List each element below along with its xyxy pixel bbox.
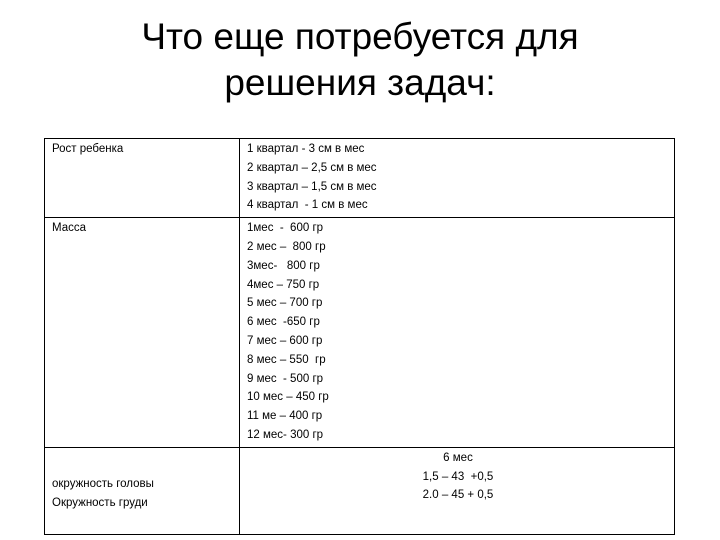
value-line: 6 мес [443,451,473,464]
table-row-height-growth [45,139,675,218]
value-line: 1 квартал - 3 см в мес [247,143,365,155]
row-label-head: окружность головы [52,477,154,490]
value-line: 3 квартал – 1,5 см в мес [247,180,377,193]
slide-title [60,14,660,106]
row-label-circumference [45,447,240,534]
row-values-height-growth [240,139,675,218]
value-line: 12 мес- 300 гр [247,428,324,441]
row-values-weight [240,218,675,448]
slide-title-line-2: решения задач: [224,62,496,103]
value-line: 4мес – 750 гр [247,278,320,291]
row-values-circumference [240,447,675,534]
value-line: 2 квартал – 2,5 см в мес [247,161,377,174]
value-line: 10 мес – 450 гр [247,391,329,404]
value-line: 2 мес – 800 гр [247,240,326,253]
value-line: 3мес- 800 гр [247,259,320,272]
value-line: 9 мес - 500 гр [247,372,324,385]
value-line: 6 мес -650 гр [247,316,320,329]
row-label-chest: Окружность груди [52,496,148,509]
value-line: 7 мес – 600 гр [247,334,323,347]
value-line: 11 ме – 400 гр [247,410,323,423]
table-row-weight [45,218,675,448]
value-line: 8 мес – 550 гр [247,353,326,366]
growth-norms-table [44,138,675,535]
row-label: Масса [52,222,87,235]
value-line: 1,5 – 43 +0,5 [422,470,494,483]
row-label-height-growth [45,139,240,218]
table-row-circumference [45,447,675,534]
value-line: 1мес - 600 гр [247,222,324,235]
value-line: 4 квартал - 1 см в мес [247,199,368,212]
slide-title-line-1: Что еще потребуется для [141,16,579,57]
row-label: Рост ребенка [52,143,124,155]
value-line: 2.0 – 45 + 0,5 [422,489,494,502]
row-label-weight [45,218,240,448]
value-line: 5 мес – 700 гр [247,297,323,310]
